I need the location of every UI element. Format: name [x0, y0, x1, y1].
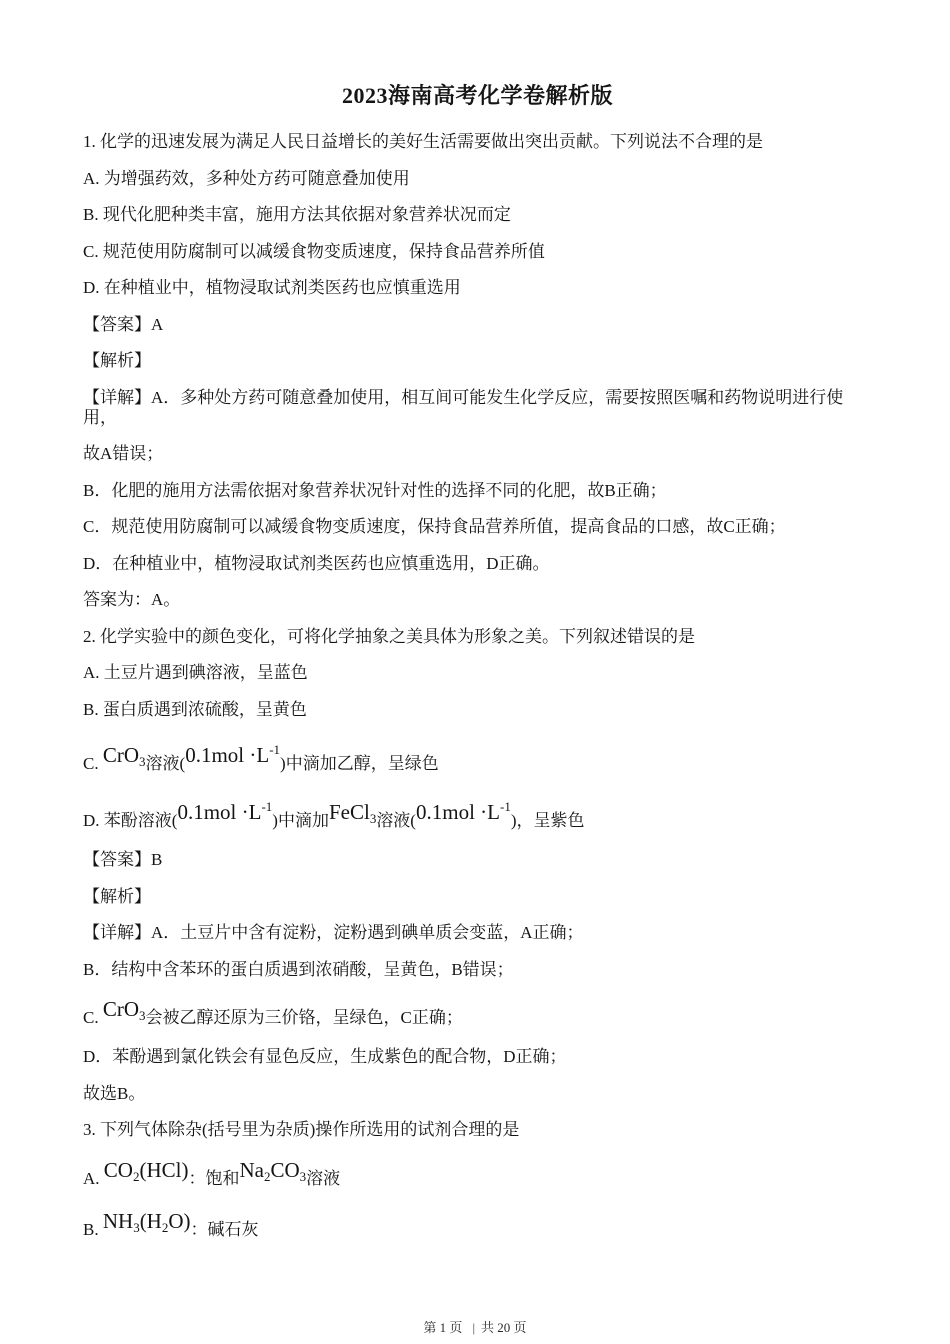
formula-text: 0.1mol ·L [177, 800, 262, 824]
line-q2-option-b [83, 700, 872, 720]
formula-sup: -1 [261, 799, 273, 814]
formula-text: NH [102, 1208, 134, 1233]
text-run: A. [83, 1168, 104, 1188]
line-q1-option-b [83, 205, 872, 225]
formula-sub: 3 [369, 811, 377, 826]
line-q1-option-d [83, 278, 872, 298]
text-run: C. 规范使用防腐制可以减缓食物变质速度，保持食品营养所值 [83, 241, 545, 261]
formula-sub: 3 [139, 1008, 146, 1023]
line-q1-stem [83, 132, 872, 152]
line-q1-answer [83, 315, 872, 335]
text-run: ：饱和 [188, 1168, 240, 1188]
text-run: A. 为增强药效，多种处方药可随意叠加使用 [83, 168, 410, 188]
formula-text: 0.1mol ·L [415, 800, 500, 824]
text-run: D. 在种植业中，植物浸取试剂类医药也应慎重选用 [83, 278, 461, 297]
chem-formula [103, 997, 146, 1021]
chem-formula [103, 1209, 191, 1233]
line-q2-stem [83, 627, 872, 647]
text-run: 故A错误； [83, 444, 164, 463]
footer-separator: | [472, 1320, 476, 1335]
text-run: D．苯酚遇到氯化铁会有显色反应，生成紫色的配合物，D正确； [83, 1047, 567, 1066]
formula-text: CrO [102, 743, 140, 767]
line-q2-option-c [83, 736, 872, 774]
line-q2-detail-c [83, 996, 872, 1028]
line-q1-option-c [83, 242, 872, 262]
formula-sub: 2 [132, 1168, 140, 1184]
text-run: B．结构中含苯环的蛋白质遇到浓硝酸，呈黄色，B错误； [83, 959, 514, 979]
formula-text: CO [103, 1157, 133, 1182]
text-run: 【解析】 [83, 351, 151, 370]
formula-text: (H [139, 1208, 162, 1233]
line-q1-conclusion [83, 590, 872, 610]
page-footer [0, 1317, 950, 1336]
text-run: B．化肥的施用方法需依据对象营养状况针对性的选择不同的化肥，故B正确； [83, 480, 667, 500]
formula-sub: 2 [263, 1168, 271, 1184]
line-q3-option-b [83, 1208, 872, 1240]
footer-page-number: 第 1 页 [423, 1320, 463, 1335]
text-run: C. [83, 754, 103, 773]
chem-formula [416, 800, 511, 824]
line-q3-option-a [83, 1157, 872, 1189]
text-run: 2. 化学实验中的颜色变化，可将化学抽象之美具体为形象之美。下列叙述错误的是 [83, 626, 695, 646]
chem-formula [329, 800, 376, 824]
formula-text: CrO [102, 997, 140, 1021]
formula-sub: 2 [161, 1219, 169, 1235]
text-run: )中滴加乙醇，呈绿色 [280, 754, 439, 773]
chem-formula [104, 1158, 189, 1182]
text-run: 答案为：A。 [83, 590, 181, 609]
text-run: 1. 化学的迅速发展为满足人民日益增长的美好生活需要做出突出贡献。下列说法不合理的是 [83, 132, 763, 151]
line-q1-detail-a [83, 388, 872, 428]
text-run: C．规范使用防腐制可以减缓食物变质速度，保持食品营养所值，提高食品的口感，故C正确； [83, 517, 786, 536]
text-run: 溶液( [145, 754, 186, 773]
line-q2-answer [83, 850, 872, 870]
chem-formula [177, 800, 272, 824]
text-run: )，呈紫色 [510, 811, 585, 830]
formula-sup: -1 [499, 799, 511, 814]
formula-text: O) [168, 1208, 191, 1233]
text-run: 溶液 [306, 1168, 341, 1188]
formula-sup: -1 [269, 742, 281, 757]
text-run: 故选B。 [83, 1083, 146, 1103]
chem-formula [239, 1158, 306, 1182]
text-run: 【答案】A [83, 314, 164, 334]
line-q2-detail-b [83, 960, 872, 980]
text-run: 3. 下列气体除杂(括号里为杂质)操作所选用的试剂合理的是 [83, 1120, 520, 1139]
formula-text: (HCl) [139, 1157, 189, 1182]
text-run: 【详解】A．多种处方药可随意叠加使用，相互间可能发生化学反应，需要按照医嘱和药物说明进行使用， [83, 387, 844, 427]
line-q2-detail-a [83, 923, 872, 943]
line-q1-analysis [83, 351, 872, 371]
formula-sub: 3 [133, 1219, 140, 1235]
document-body [83, 132, 872, 1240]
text-run: D. 苯酚溶液( [83, 811, 178, 830]
text-run: 【答案】B [83, 850, 163, 869]
line-q1-detail-c [83, 517, 872, 537]
line-q1-detail-b [83, 481, 872, 501]
page-title: 2023海南高考化学卷解析版 [341, 83, 613, 108]
text-run: C. [83, 1008, 103, 1027]
text-run: 溶液( [376, 811, 416, 830]
text-run: A. 土豆片遇到碘溶液，呈蓝色 [83, 663, 308, 682]
formula-text: CO [270, 1157, 300, 1182]
formula-text: Na [239, 1157, 264, 1182]
text-run: B. 现代化肥种类丰富，施用方法其依据对象营养状况而定 [83, 205, 511, 224]
line-q2-conclusion [83, 1084, 872, 1104]
line-q1-detail-a-cont [83, 444, 872, 464]
line-q2-analysis [83, 887, 872, 907]
formula-text: 0.1mol ·L [185, 743, 270, 767]
line-q1-detail-d [83, 554, 872, 574]
text-run: ：碱石灰 [190, 1219, 259, 1239]
text-run: 【详解】A．土豆片中含有淀粉，淀粉遇到碘单质会变蓝，A正确； [83, 923, 584, 942]
formula-sub: 3 [139, 754, 146, 769]
line-q1-option-a [83, 169, 872, 189]
formula-sub: 3 [299, 1168, 307, 1184]
line-q2-option-d [83, 793, 872, 831]
footer-total-pages: 共 20 页 [481, 1320, 527, 1335]
chem-formula [185, 743, 280, 767]
text-run: B. 蛋白质遇到浓硫酸，呈黄色 [83, 699, 307, 719]
line-q2-option-a [83, 663, 872, 683]
chem-formula [103, 743, 146, 767]
text-run: B. [83, 1219, 103, 1239]
line-q2-detail-d [83, 1047, 872, 1067]
line-q3-stem [83, 1120, 872, 1140]
text-run: )中滴加 [272, 811, 329, 830]
text-run: D．在种植业中，植物浸取试剂类医药也应慎重选用，D正确。 [83, 553, 550, 573]
text-run: 【解析】 [83, 886, 151, 906]
formula-text: FeCl [328, 800, 370, 824]
text-run: 会被乙醇还原为三价铬，呈绿色，C正确； [145, 1008, 463, 1027]
